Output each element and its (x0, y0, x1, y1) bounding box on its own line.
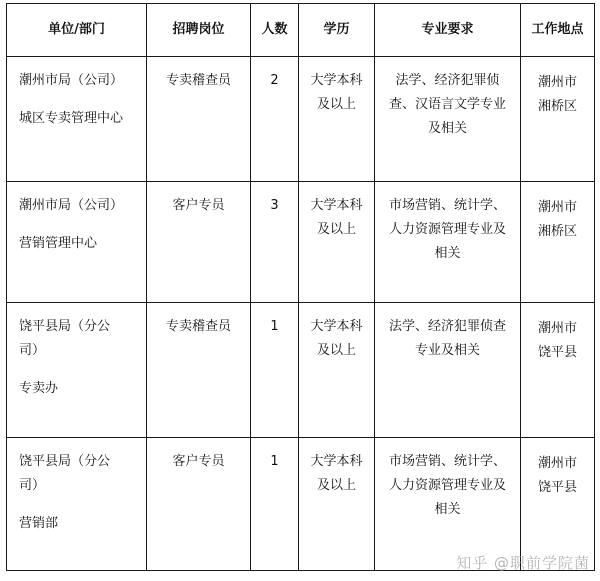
education-line: 大学本科 (310, 454, 363, 469)
watermark: 知乎 @职前学院菌 (456, 554, 590, 572)
count-text: 2 (270, 73, 279, 88)
recruitment-table (6, 3, 595, 571)
header-row (7, 4, 595, 57)
count-cell (251, 57, 299, 182)
table-row (7, 57, 595, 182)
location-cell (521, 57, 595, 182)
major-line: 查、汉语言文学专业 (388, 97, 506, 112)
count-text: 3 (270, 198, 279, 213)
position-text: 客户专员 (172, 198, 225, 213)
education-line: 及以上 (316, 222, 356, 237)
location-line: 潮州市 (537, 321, 577, 336)
unit-cell (7, 438, 147, 571)
position-text: 专卖稽查员 (165, 319, 231, 334)
position-text: 客户专员 (172, 454, 225, 469)
location-line: 潮州市 (537, 456, 577, 471)
header-unit: 单位/部门 (7, 4, 147, 57)
major-line: 专业及相关 (414, 343, 480, 358)
location-cell (521, 438, 595, 571)
header-count: 人数 (251, 4, 299, 57)
major-cell (375, 182, 521, 303)
location-cell (521, 303, 595, 438)
unit-line: 营销部 (19, 516, 59, 531)
location-line: 饶平县 (537, 480, 577, 495)
education-line: 大学本科 (310, 319, 363, 334)
major-line: 市场营销、统计学、 (388, 454, 506, 469)
header-location: 工作地点 (521, 4, 595, 57)
position-cell (147, 303, 251, 438)
location-line: 湘桥区 (537, 99, 577, 114)
unit-line: 司） (19, 478, 46, 493)
major-cell (375, 303, 521, 438)
count-text: 1 (270, 454, 279, 469)
unit-line: 潮州市局（公司） (19, 198, 124, 213)
count-cell (251, 303, 299, 438)
position-cell (147, 438, 251, 571)
unit-line: 专卖办 (19, 381, 59, 396)
header-major: 专业要求 (375, 4, 521, 57)
unit-line: 营销管理中心 (19, 236, 98, 251)
header-position: 招聘岗位 (147, 4, 251, 57)
major-line: 法学、经济犯罪侦查 (388, 319, 506, 334)
education-line: 大学本科 (310, 198, 363, 213)
education-cell (299, 438, 375, 571)
education-line: 及以上 (316, 97, 356, 112)
education-cell (299, 182, 375, 303)
count-cell (251, 182, 299, 303)
major-line: 法学、经济犯罪侦 (395, 73, 500, 88)
location-line: 潮州市 (537, 75, 577, 90)
major-line: 相关 (434, 502, 461, 517)
education-line: 及以上 (316, 343, 356, 358)
unit-line: 城区专卖管理中心 (19, 111, 124, 126)
table-row (7, 182, 595, 303)
count-cell (251, 438, 299, 571)
unit-cell (7, 182, 147, 303)
position-text: 专卖稽查员 (165, 73, 231, 88)
location-cell (521, 182, 595, 303)
major-cell (375, 438, 521, 571)
header-education: 学历 (299, 4, 375, 57)
major-line: 人力资源管理专业及 (388, 478, 506, 493)
major-cell (375, 57, 521, 182)
unit-cell (7, 303, 147, 438)
education-line: 及以上 (316, 478, 356, 493)
major-line: 及相关 (427, 121, 467, 136)
table-row (7, 303, 595, 438)
education-cell (299, 303, 375, 438)
location-line: 潮州市 (537, 200, 577, 215)
unit-line: 潮州市局（公司） (19, 73, 124, 88)
major-line: 市场营销、统计学、 (388, 198, 506, 213)
major-line: 相关 (434, 246, 461, 261)
unit-line: 饶平县局（分公 (19, 454, 111, 469)
position-cell (147, 57, 251, 182)
location-line: 湘桥区 (537, 224, 577, 239)
table-row (7, 438, 595, 571)
location-line: 饶平县 (537, 345, 577, 360)
education-line: 大学本科 (310, 73, 363, 88)
unit-line: 饶平县局（分公 (19, 319, 111, 334)
position-cell (147, 182, 251, 303)
unit-cell (7, 57, 147, 182)
education-cell (299, 57, 375, 182)
major-line: 人力资源管理专业及 (388, 222, 506, 237)
count-text: 1 (270, 319, 279, 334)
unit-line: 司） (19, 343, 46, 358)
